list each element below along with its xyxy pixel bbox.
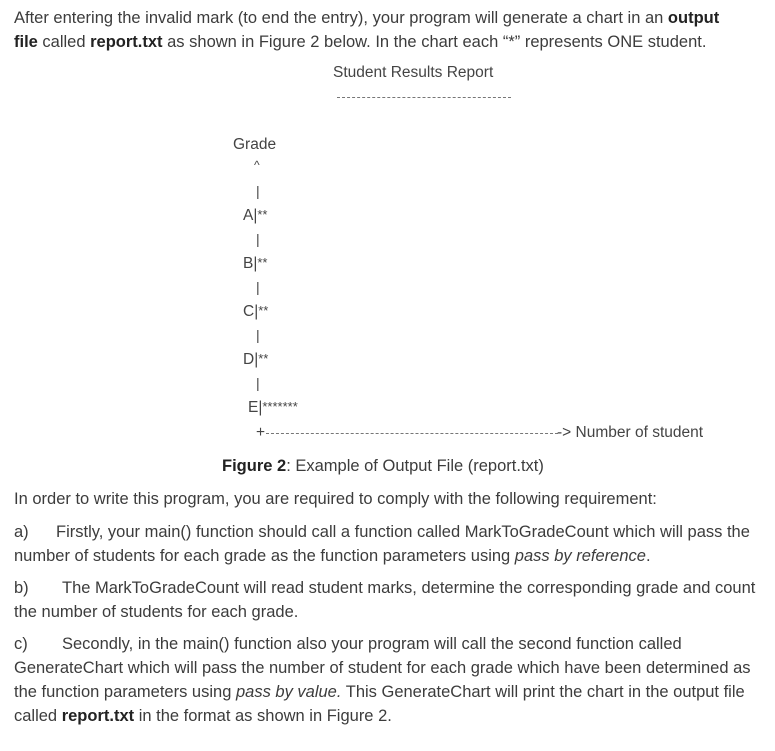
grade-row-e xyxy=(248,399,298,417)
list-item-b-text: The MarkToGradeCount will read student marks, determine the corresponding grade and count the number of students for each grade. xyxy=(14,579,756,621)
x-axis-arrow: -> xyxy=(557,424,576,441)
list-item-a-end: . xyxy=(645,547,651,565)
list-item-a-text: Firstly, your main() function should call a function called MarkToGradeCount which will pass the number of students for each grade as the function parameters using xyxy=(14,523,750,565)
intro-bold-report: report.txt xyxy=(90,33,163,51)
list-item-c-end: in the format as shown in Figure 2. xyxy=(134,707,392,725)
x-axis-label: Number of student xyxy=(575,424,704,441)
x-axis-line xyxy=(266,433,558,434)
requirement-text: In order to write this program, you are required to comply with the following requirement: xyxy=(14,490,657,508)
list-item-c xyxy=(14,632,766,728)
figure-caption-text: : Example of Output File (report.txt) xyxy=(286,457,544,475)
list-item-c-text: Secondly, in the main() function also your program will call the second function called GenerateChart which will pass the number of student for each grade which have been determined as the function parameters using xyxy=(14,635,751,701)
grade-separator: | xyxy=(253,255,258,272)
grade-label-e: E xyxy=(248,399,259,416)
grade-row-b xyxy=(243,255,268,273)
y-axis-tick: | xyxy=(256,327,260,343)
grade-separator: | xyxy=(253,207,258,224)
list-item-a-italic: pass by reference xyxy=(514,547,646,565)
x-axis-label-wrap xyxy=(557,424,703,442)
grade-bar-a: ** xyxy=(257,207,268,222)
grade-separator: | xyxy=(258,399,263,416)
y-axis-arrow: ^ xyxy=(254,158,260,172)
figure-caption-label: Figure 2 xyxy=(222,457,287,475)
grade-row-c xyxy=(243,303,268,321)
intro-text-2: called xyxy=(37,33,91,51)
y-axis-tick: | xyxy=(256,183,260,199)
grade-row-a xyxy=(243,207,268,225)
grade-label-a: A xyxy=(243,207,254,224)
intro-paragraph xyxy=(14,6,766,54)
grade-separator: | xyxy=(254,303,259,320)
list-item-b xyxy=(14,576,766,624)
list-item-b-label: b) xyxy=(14,579,29,597)
grade-separator: | xyxy=(254,351,259,368)
list-item-a xyxy=(14,520,766,568)
y-axis-tick: | xyxy=(256,279,260,295)
y-axis-tick: | xyxy=(256,375,260,391)
list-item-c-italic: pass by value. xyxy=(235,683,342,701)
grade-row-d xyxy=(243,351,268,369)
intro-bold-file: file xyxy=(14,33,38,51)
list-item-c-bold: report.txt xyxy=(61,707,135,725)
list-item-a-label: a) xyxy=(14,523,29,541)
list-item-c-text-2: This GenerateChart will print the chart in the output file called xyxy=(14,683,745,725)
x-axis-origin: + xyxy=(256,424,266,441)
intro-text-1: After entering the invalid mark (to end the entry), your program will generate a chart in an xyxy=(14,9,668,27)
intro-text-3: as shown in Figure 2 below. In the chart each “*” represents ONE student. xyxy=(162,33,707,51)
grade-bar-e: ******* xyxy=(262,399,298,414)
chart-title-underline xyxy=(337,97,511,98)
chart-title: Student Results Report xyxy=(333,64,494,81)
grade-bar-b: ** xyxy=(257,255,268,270)
intro-bold-output: output xyxy=(667,9,720,27)
grade-bar-c: ** xyxy=(258,303,269,318)
grade-label-c: C xyxy=(243,303,255,320)
y-axis-tick: | xyxy=(256,231,260,247)
grade-label-d: D xyxy=(243,351,255,368)
grade-bar-d: ** xyxy=(258,351,269,366)
list-item-c-label: c) xyxy=(14,635,28,653)
grade-label-b: B xyxy=(243,255,254,272)
figure-caption xyxy=(222,457,544,476)
y-axis-label: Grade xyxy=(233,136,277,153)
